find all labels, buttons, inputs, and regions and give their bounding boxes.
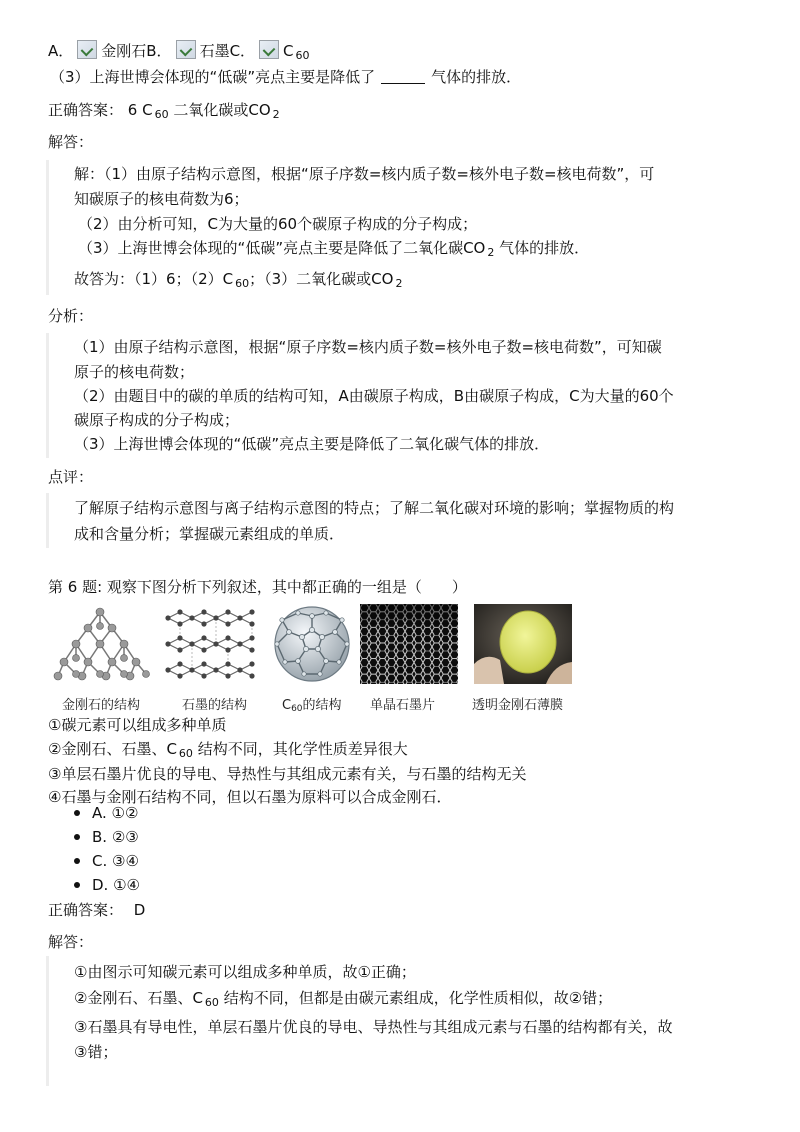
jieda-line-5-b: ；（3）二氧化碳或CO	[249, 270, 394, 288]
q5-fenxi-line-3: （2）由题目中的碳的单质的结构可知，A由碳原子构成，B由碳原子构成，C为大量的60个	[74, 387, 674, 405]
diamond-film-disc-icon	[474, 604, 572, 684]
q6-statement-2	[48, 738, 408, 760]
caption-diamond-film: 透明金刚石薄膜	[472, 698, 564, 713]
jieda-line-5-subscript: 60	[235, 277, 250, 290]
option-c: C. ③④	[70, 850, 140, 874]
solution-bar	[46, 160, 49, 295]
diamond-structure-image	[48, 604, 156, 684]
statement-2-a: ②金刚石、石墨、C	[48, 740, 177, 758]
q6-title: 第 6 题: 观察下图分析下列叙述，其中都正确的一组是（ ）	[48, 578, 467, 596]
answer-label: 正确答案：	[48, 901, 124, 919]
q5-jieda-label: 解答：	[48, 133, 94, 151]
q5-jieda-line-1: 解：（1）由原子结构示意图，根据“原子序数=核内质子数=核外电子数=核电荷数”，可	[74, 165, 655, 183]
analysis-bar	[46, 333, 49, 458]
answer-part-b: 二氧化碳或CO	[173, 101, 271, 119]
answer-subscript-2: 2	[272, 108, 280, 121]
q6-statement-3: ③单层石墨片优良的导电、导热性与其组成元素有关，与石墨的结构无关	[48, 765, 527, 783]
option-c-subscript: 60	[295, 49, 310, 62]
q5-correct-answer	[48, 99, 280, 121]
caption-c60-b: 的结构	[302, 698, 342, 713]
option-a-text: 金刚石B．	[101, 42, 172, 60]
q5-dianping-line-2: 成和含量分析；掌握碳元素组成的单质．	[74, 525, 345, 543]
q5-jieda-line-5	[74, 268, 402, 290]
q6-jieda-line-3: ③石墨具有导电性，单层石墨片优良的导电、导热性与其组成元素与石墨的结构都有关，故	[74, 1018, 673, 1036]
option-a-prefix: A．	[48, 42, 74, 60]
broken-image-icon	[176, 40, 196, 59]
statement-2-subscript: 60	[178, 747, 193, 760]
answer-part-a: 6 C	[127, 101, 153, 119]
q6-jieda-label: 解答：	[48, 933, 94, 951]
q5-jieda-line-3: （2）由分析可知，C为大量的60个碳原子构成的分子构成；	[78, 215, 478, 233]
q6-jieda-line-2-subscript: 60	[204, 996, 219, 1009]
option-c-text: C	[283, 42, 294, 60]
broken-image-icon	[77, 40, 97, 59]
answer-subscript: 60	[154, 108, 169, 121]
option-d: D. ①④	[70, 874, 140, 898]
q5-jieda-line-4	[78, 237, 589, 259]
q5-dianping-label: 点评：	[48, 468, 94, 486]
q6-jieda-line-2-a: ②金刚石、石墨、C	[74, 989, 203, 1007]
q6-jieda-line-1: ①由图示可知碳元素可以组成多种单质，故①正确；	[74, 963, 416, 981]
option-b: B. ②③	[70, 826, 140, 850]
graphite-layers-icon	[160, 604, 264, 684]
caption-graphite-structure: 石墨的结构	[182, 698, 248, 713]
q6-statement-4: ④石墨与金刚石结构不同，但以石墨为原料可以合成金刚石．	[48, 788, 452, 806]
q3-suffix: 气体的排放．	[431, 68, 522, 86]
option-b-text: 石墨C．	[199, 42, 256, 60]
q6-statement-1: ①碳元素可以组成多种单质	[48, 716, 227, 734]
q5-sub-question-3	[50, 66, 521, 87]
q6-correct-answer	[48, 899, 145, 920]
caption-c60-a: C	[282, 698, 292, 713]
q5-fenxi-line-2: 原子的核电荷数；	[74, 363, 195, 381]
q5-fenxi-label: 分析：	[48, 307, 94, 325]
q5-jieda-line-2: 知碳原子的核电荷数为6；	[74, 190, 249, 208]
jieda-line-4-subscript: 2	[487, 246, 495, 259]
q5-options-line	[48, 40, 310, 62]
caption-graphene-sheet: 单晶石墨片	[370, 698, 436, 713]
answer-value: D	[133, 901, 146, 919]
q6-jieda-line-4: ③错；	[74, 1043, 118, 1061]
q5-fenxi-line-4: 碳原子构成的分子构成；	[74, 411, 240, 429]
diamond-film-image	[474, 604, 572, 684]
comment-bar	[46, 493, 49, 548]
q6-options-list	[70, 802, 140, 898]
q6-jieda-line-2-b: 结构不同，但都是由碳元素组成，化学性质相似，故②错；	[223, 989, 613, 1007]
fill-blank	[381, 69, 425, 84]
graphite-structure-image	[160, 604, 264, 684]
caption-diamond-structure: 金刚石的结构	[62, 698, 141, 713]
graphene-sheet-image	[360, 604, 458, 684]
statement-2-b: 结构不同，其化学性质差异很大	[197, 740, 408, 758]
jieda-line-4-a: （3）上海世博会体现的“低碳”亮点主要是降低了二氧化碳CO	[78, 239, 486, 257]
option-a: A. ①②	[70, 802, 140, 826]
c60-structure-image	[268, 604, 356, 684]
q5-fenxi-line-1: （1）由原子结构示意图，根据“原子序数=核内质子数=核外电子数=核电荷数”，可知碳	[74, 338, 662, 356]
honeycomb-lattice-icon	[360, 604, 458, 684]
diamond-structure-icon	[48, 604, 156, 684]
fullerene-icon	[268, 604, 356, 684]
broken-image-icon	[259, 40, 279, 59]
q3-prefix: （3）上海世博会体现的“低碳”亮点主要是降低了	[50, 68, 376, 86]
answer-label: 正确答案：	[48, 101, 124, 119]
q5-fenxi-line-5: （3）上海世博会体现的“低碳”亮点主要是降低了二氧化碳气体的排放．	[74, 435, 550, 453]
solution-bar	[46, 956, 49, 1086]
q5-dianping-line-1: 了解原子结构示意图与离子结构示意图的特点；了解二氧化碳对环境的影响；掌握物质的构	[74, 499, 675, 517]
caption-c60-structure	[282, 694, 342, 714]
jieda-line-4-b: 气体的排放．	[499, 239, 590, 257]
jieda-line-5-a: 故答为：（1）6；（2）C	[74, 270, 234, 288]
jieda-line-5-subscript-2: 2	[395, 277, 403, 290]
q6-jieda-line-2	[74, 987, 612, 1009]
caption-c60-subscript: 60	[291, 704, 303, 714]
